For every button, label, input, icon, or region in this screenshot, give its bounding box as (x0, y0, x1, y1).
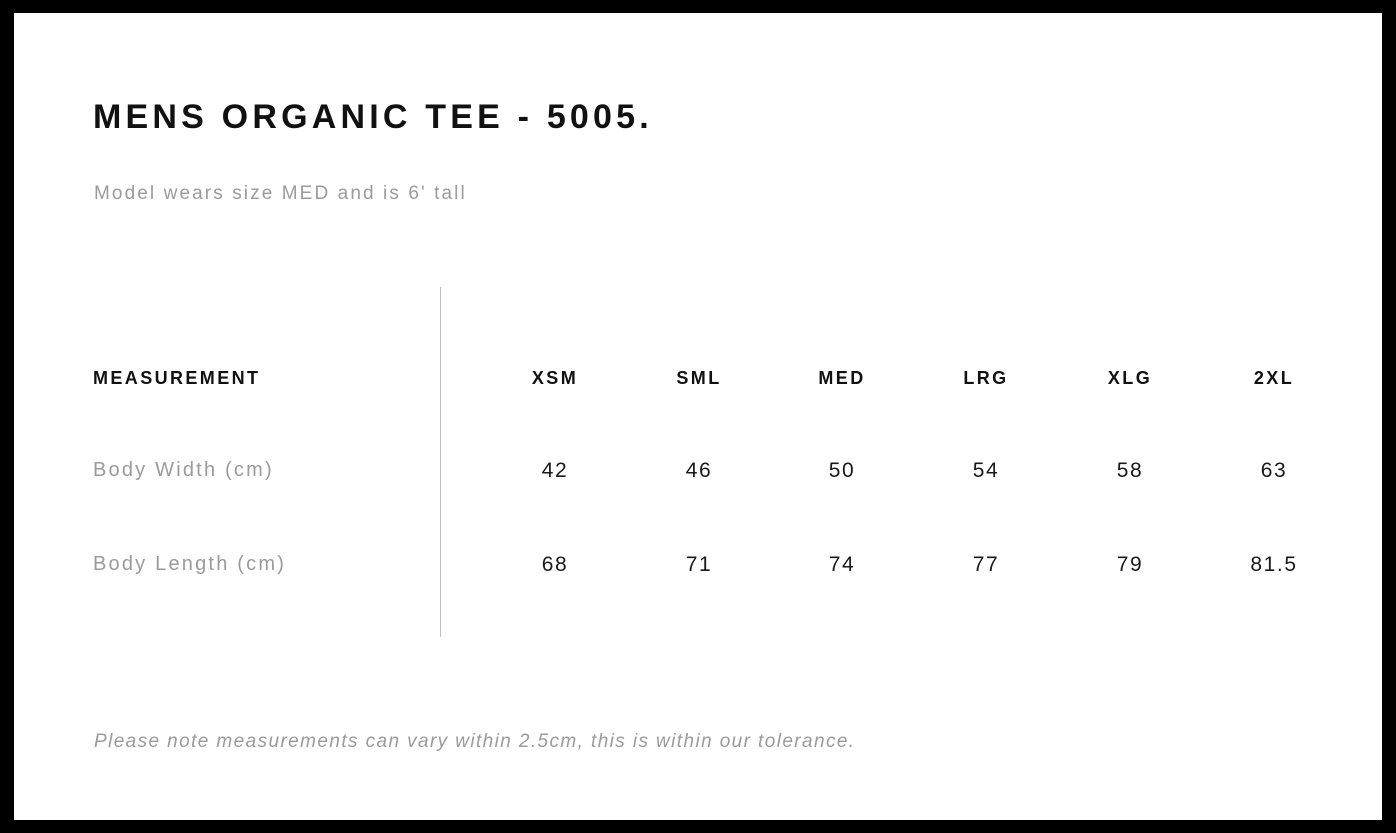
size-chart-table (14, 13, 1382, 820)
table-cell: 50 (828, 459, 856, 482)
column-header-size: XLG (1107, 368, 1153, 388)
tolerance-note: Please note measurements can vary within 2.5cm, this is within our tolerance. (94, 731, 856, 752)
table-cell: 54 (972, 459, 1000, 482)
column-header-size: SML (676, 368, 722, 388)
size-chart-page (14, 13, 1382, 820)
table-cell: 79 (1116, 553, 1144, 576)
model-note: Model wears size MED and is 6' tall (94, 183, 467, 204)
table-cell: 42 (541, 459, 569, 482)
table-cell: 71 (685, 553, 713, 576)
page-title: MENS ORGANIC TEE - 5005. (93, 98, 653, 136)
row-label: Body Length (cm) (93, 553, 287, 575)
row-label: Body Width (cm) (93, 459, 274, 481)
column-header-measurement: MEASUREMENT (93, 368, 261, 388)
table-cell: 63 (1260, 459, 1288, 482)
column-header-size: XSM (531, 368, 579, 388)
column-header-size: 2XL (1253, 368, 1295, 388)
table-cell: 77 (972, 553, 1000, 576)
table-cell: 74 (828, 553, 856, 576)
column-header-size: LRG (963, 368, 1009, 388)
table-cell: 81.5 (1250, 553, 1298, 576)
table-cell: 58 (1116, 459, 1144, 482)
table-cell: 68 (541, 553, 569, 576)
column-header-size: MED (818, 368, 866, 388)
table-cell: 46 (685, 459, 713, 482)
